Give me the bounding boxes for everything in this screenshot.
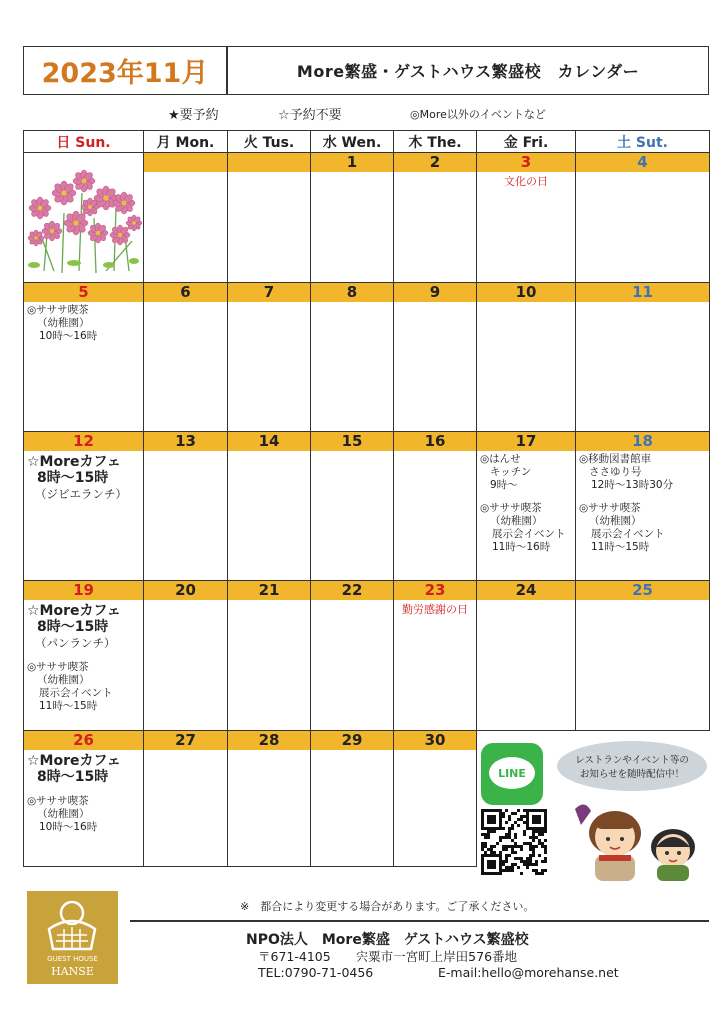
day-number: 27: [144, 731, 227, 750]
day-number: 9: [394, 283, 476, 302]
day-cell-1: [311, 153, 394, 283]
day-cell-26: [24, 731, 144, 867]
day-number: 21: [228, 581, 310, 600]
day-cell-22: [311, 581, 394, 731]
day-cell-28: [228, 731, 311, 867]
day-cell-9: [394, 283, 477, 432]
event-sasasa-cafe: ◎サササ喫茶 （幼稚園） 展示会イベント 11時～15時: [579, 502, 665, 553]
day-cell-20: [144, 581, 228, 731]
qr-code-icon[interactable]: [481, 809, 547, 875]
legend: [160, 104, 660, 124]
change-notice: ※ 都合により変更する場合があります。ご了承ください。: [240, 900, 535, 913]
day-number: 29: [311, 731, 393, 750]
speech-bubble: レストランやイベント等の お知らせを随時配信中！: [557, 741, 707, 791]
hanse-logo: GUEST HOUSE HANSE: [27, 891, 118, 984]
event-hanse-kitchen: ◎はんせ キッチン 9時～: [480, 453, 532, 491]
day-cell-empty: [228, 153, 311, 283]
day-cell-23: [394, 581, 477, 731]
weekday-tue: 火 Tus.: [228, 131, 311, 153]
calendar-title: More繁盛・ゲストハウス繁盛校 カレンダー: [296, 62, 640, 81]
day-number: 23: [394, 581, 476, 600]
legend-reserve: ★要予約: [168, 108, 219, 123]
day-number: 5: [24, 283, 143, 302]
day-number: 12: [24, 432, 143, 451]
cosmos-flowers-image: [24, 153, 143, 282]
weekday-fri: 金 Fri.: [477, 131, 576, 153]
day-number: 7: [228, 283, 310, 302]
event-more-cafe: ☆Moreカフェ 8時～15時 （パンランチ）: [27, 603, 121, 650]
day-number: 26: [24, 731, 143, 750]
day-number: 15: [311, 432, 393, 451]
day-cell-3: [477, 153, 576, 283]
event-more-cafe: ☆Moreカフェ 8時～15時: [27, 753, 121, 785]
weekday-header-row: [24, 131, 710, 153]
day-cell-29: [311, 731, 394, 867]
day-number: 2: [394, 153, 476, 172]
day-cell-8: [311, 283, 394, 432]
day-number: 25: [576, 581, 709, 600]
week-row: [24, 581, 710, 731]
event-sasasa-cafe: ◎サササ喫茶 （幼稚園） 10時～16時: [27, 795, 98, 833]
day-number: 20: [144, 581, 227, 600]
day-cell-2: [394, 153, 477, 283]
day-cell-17: [477, 432, 576, 581]
day-number: 11: [576, 283, 709, 302]
day-cell-27: [144, 731, 228, 867]
week-row: [24, 432, 710, 581]
day-cell-16: [394, 432, 477, 581]
day-number: 10: [477, 283, 575, 302]
day-number: 4: [576, 153, 709, 172]
event-sasasa-cafe: ◎サササ喫茶 （幼稚園） 展示会イベント 11時～15時: [27, 661, 113, 712]
calendar-header: [23, 46, 709, 95]
cosmos-illustration-cell: [24, 153, 144, 283]
week-row: [24, 283, 710, 432]
organization-name: NPO法人 More繁盛 ゲストハウス繁盛校: [246, 932, 529, 948]
day-cell-21: [228, 581, 311, 731]
day-cell-18: [576, 432, 710, 581]
day-cell-14: [228, 432, 311, 581]
day-cell-4: [576, 153, 710, 283]
event-more-cafe: ☆Moreカフェ 8時～15時 （ジビエランチ）: [27, 454, 127, 501]
day-cell-5: [24, 283, 144, 432]
week-row: [24, 153, 710, 283]
line-promo: [477, 737, 709, 883]
event-sasasa-cafe: ◎サササ喫茶 （幼稚園） 展示会イベント 11時～16時: [480, 502, 566, 553]
day-cell-13: [144, 432, 228, 581]
legend-no-reserve: ☆予約不要: [278, 108, 342, 123]
day-number: 14: [228, 432, 310, 451]
day-cell-7: [228, 283, 311, 432]
day-cell-6: [144, 283, 228, 432]
day-cell-12: [24, 432, 144, 581]
footer-divider: [130, 920, 709, 922]
phone-number: TEL:0790-71-0456: [258, 965, 374, 980]
day-cell-10: [477, 283, 576, 432]
day-number: 18: [576, 432, 709, 451]
day-number: 8: [311, 283, 393, 302]
email-address[interactable]: E-mail:hello@morehanse.net: [438, 965, 619, 980]
month-title: 2023年11月: [41, 58, 209, 89]
day-cell-24: [477, 581, 576, 731]
day-number: 17: [477, 432, 575, 451]
day-cell-15: [311, 432, 394, 581]
kids-illustration: [565, 789, 709, 881]
day-cell-19: [24, 581, 144, 731]
day-number: 19: [24, 581, 143, 600]
line-app-icon[interactable]: LINE: [481, 743, 543, 805]
day-cell-empty: [144, 153, 228, 283]
weekday-wed: 水 Wen.: [311, 131, 394, 153]
weekday-thu: 木 The.: [394, 131, 477, 153]
weekday-sun: 日 Sun.: [24, 131, 144, 153]
day-number: 24: [477, 581, 575, 600]
day-number: 3: [477, 153, 575, 172]
day-number: 6: [144, 283, 227, 302]
weekday-sat: 土 Sut.: [576, 131, 710, 153]
day-cell-30: [394, 731, 477, 867]
weekday-mon: 月 Mon.: [144, 131, 228, 153]
event-sasasa-cafe: ◎サササ喫茶 （幼稚園） 10時～16時: [27, 304, 98, 342]
day-cell-11: [576, 283, 710, 432]
address: 〒671-4105 宍粟市一宮町上岸田576番地: [258, 949, 518, 964]
day-number: 13: [144, 432, 227, 451]
day-number: 16: [394, 432, 476, 451]
day-number: 30: [394, 731, 476, 750]
day-number: 28: [228, 731, 310, 750]
legend-other: ◎More以外のイベントなど: [410, 108, 546, 121]
day-number: 22: [311, 581, 393, 600]
holiday-label: 勤労感謝の日: [402, 603, 468, 616]
day-cell-25: [576, 581, 710, 731]
holiday-label: 文化の日: [504, 175, 548, 188]
day-number: 1: [311, 153, 393, 172]
event-mobile-library: ◎移動図書館車 ささゆり号 12時～13時30分: [579, 453, 674, 491]
